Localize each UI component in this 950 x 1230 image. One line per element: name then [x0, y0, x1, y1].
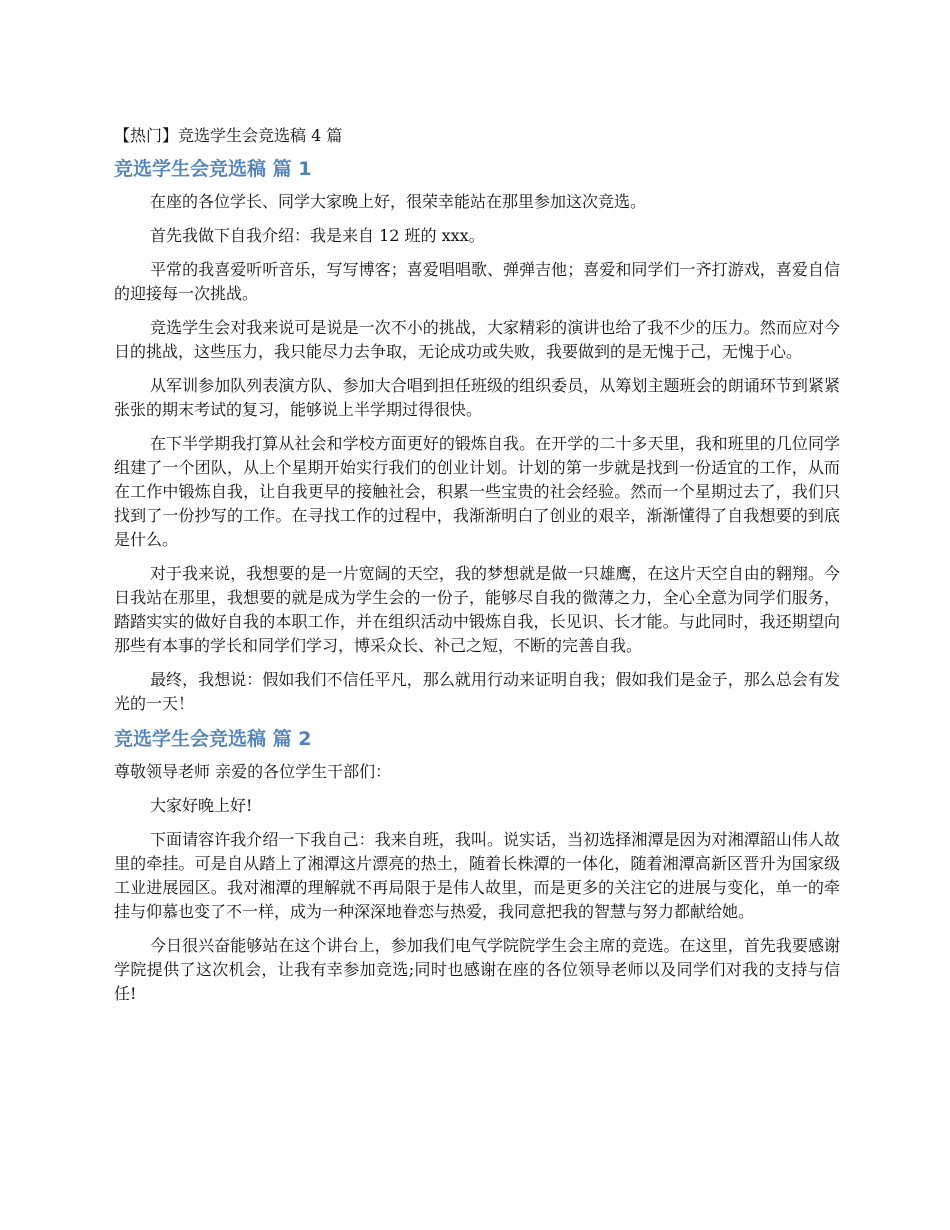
paragraph: 平常的我喜爱听听音乐，写写博客；喜爱唱唱歌、弹弹吉他；喜爱和同学们一齐打游戏，喜爱自信的迎接每一次挑战。: [114, 260, 840, 303]
paragraph: 今日很兴奋能够站在这个讲台上，参加我们电气学院院学生会主席的竞选。在这里，首先我要感谢学院提供了这次机会，让我有幸参加竞选;同时也感谢在座的各位领导老师以及同学们对我的支持与信任!: [114, 936, 840, 1003]
document-page: [114, 120, 840, 1016]
paragraph: 大家好晚上好!: [150, 796, 253, 815]
salutation: 尊敬领导老师 亲爱的各位学生干部们：: [114, 762, 392, 781]
paragraph: 首先我做下自我介绍：我是来自 12 班的 xxx。: [150, 226, 485, 245]
section-heading: 竞选学生会竞选稿 篇 2: [114, 728, 312, 750]
paragraph: 在座的各位学长、同学大家晚上好，很荣幸能站在那里参加这次竞选。: [150, 192, 647, 211]
paragraph: 从军训参加队列表演方队、参加大合唱到担任班级的组织委员，从筹划主题班会的朗诵环节到紧紧张张的期末考试的复习，能够说上半学期过得很快。: [114, 376, 840, 419]
paragraph: 竞选学生会对我来说可是说是一次不小的挑战，大家精彩的演讲也给了我不少的压力。然而应对今日的挑战，这些压力，我只能尽力去争取，无论成功或失败，我要做到的是无愧于己，无愧于心。: [114, 318, 840, 361]
section-heading: 竞选学生会竞选稿 篇 1: [114, 158, 312, 180]
paragraph: 下面请容许我介绍一下我自己：我来自班，我叫。说实话，当初选择湘潭是因为对湘潭韶山伟人故里的牵挂。可是自从踏上了湘潭这片漂亮的热土，随着长株潭的一体化，随着湘潭高新区晋升为国家级工业进展园区。我对湘潭的理解就不再局限于是伟人故里，而是更多的关注它的进展与变化，单一的牵挂与仰慕也变了不一样，成为一种深深地眷恋与热爱，我同意把我的智慧与努力都献给她。: [114, 830, 840, 921]
section-1: [114, 156, 840, 716]
paragraph: 最终，我想说：假如我们不信任平凡，那么就用行动来证明自我；假如我们是金子，那么总会有发光的一天！: [114, 670, 840, 713]
paragraph: 在下半学期我打算从社会和学校方面更好的锻炼自我。在开学的二十多天里，我和班里的几位同学组建了一个团队，从上个星期开始实行我们的创业计划。计划的第一步就是找到一份适宜的工作，从而在工作中锻炼自我，让自我更早的接触社会，积累一些宝贵的社会经验。然而一个星期过去了，我们只找到了一份抄写的工作。在寻找工作的过程中，我渐渐明白了创业的艰辛，渐渐懂得了自我想要的到底是什么。: [114, 434, 840, 549]
paragraph: 对于我来说，我想要的是一片宽阔的天空，我的梦想就是做一只雄鹰，在这片天空自由的翱翔。今日我站在那里，我想要的就是成为学生会的一份子，能够尽自我的微薄之力，全心全意为同学们服务，踏踏实实的做好自我的本职工作，并在组织活动中锻炼自我，长见识、长才能。与此同时，我还期望向那些有本事的学长和同学们学习，博采众长、补己之短，不断的完善自我。: [114, 564, 840, 655]
document-title: 【热门】竞选学生会竞选稿 4 篇: [114, 126, 343, 145]
section-2: [114, 726, 840, 1006]
